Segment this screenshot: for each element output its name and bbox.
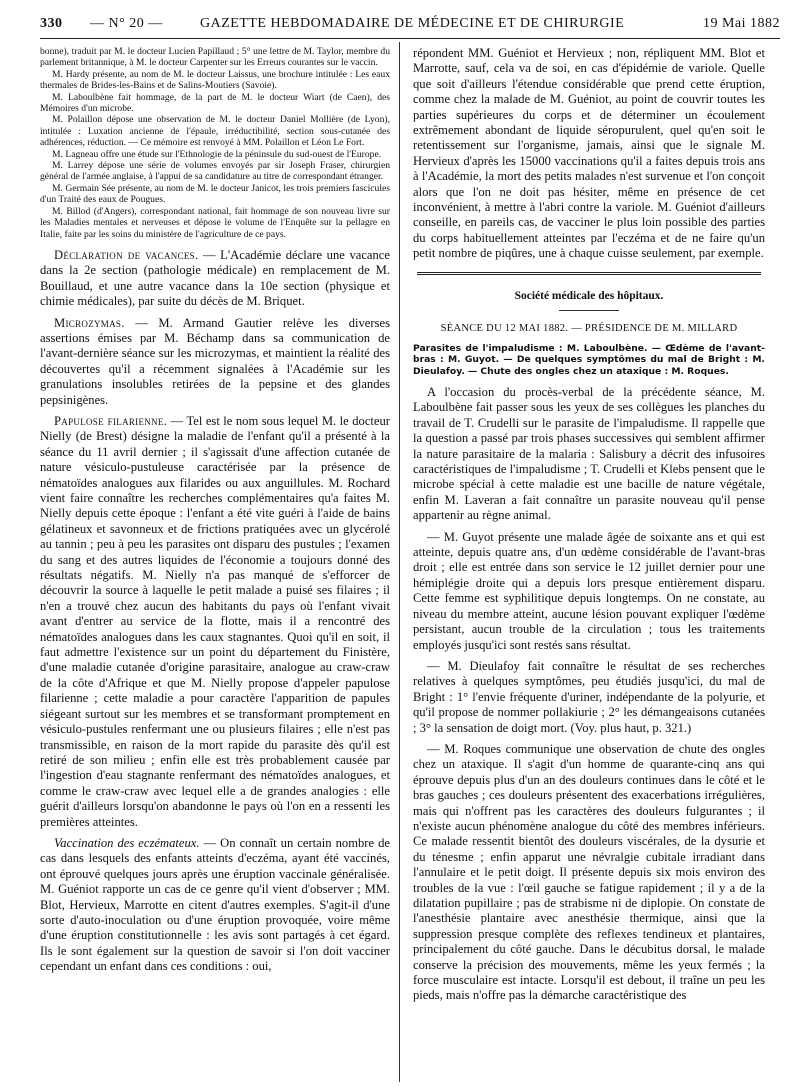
vaccination-paragraph [40,836,390,975]
title-rule [559,310,619,311]
issue-number: — N° 20 — [90,16,163,31]
papulose-paragraph [40,414,390,830]
guyot-paragraph: — M. Guyot présente une malade âgée de soixante ans et qui est atteinte, depuis quatre ans, d'un œdème considérable de l'avant-bras droit ; elle est entrée dans son service le 12 juillet dernier pour une hémiplégie droite qui a depuis lors presque entièrement disparu. Cette femme est syphilitique depuis longtemps. On ne constate, au niveau du membre atteint, aucune lésion pouvant expliquer l'œdème persistant, aucun trouble de la circulation ; tous les traitements employés jusqu'ici sont restés sans résultat. [413,529,765,652]
vaccination-heading: Vaccination des eczémateux. [54,835,200,850]
microzymas-heading: Microzymas. [54,315,125,330]
note-paragraph: M. Laboulbène fait hommage, de la part de M. le docteur Wiart (de Caen), des Mémoires d'un microbe. [40,91,390,115]
vacancy-text: — L'Académie déclare une vacance dans la 2e section (pathologie médicale) en remplacement de M. Bouillaud, et une autre vacance dans la 10e section (physique et chimie médicales), par suite du décès de M. Briquet. [40,247,390,309]
section-separator [417,272,761,275]
papulose-heading: Papulose filarienne. [54,413,168,428]
journal-title: GAZETTE HEBDOMADAIRE DE MÉDECINE ET DE CHIRURGIE [200,16,625,31]
vacancy-heading: Déclaration de vacances. [54,247,199,262]
right-column [413,46,765,1010]
column-divider [399,42,400,1082]
academy-notes [40,46,390,240]
note-paragraph: M. Germain Sée présente, au nom de M. le docteur Janicot, les trois premiers fascicules d'un Traité des eaux de Pougues. [40,182,390,206]
note-paragraph: M. Polaillon dépose une observation de M. le docteur Daniel Mollière (de Lyon), intitulée : Luxation ancienne de l'épaule, irréductibilité, section sous-cutanée des adhérences, réduction. — Ce mémoire est renvoyé à MM. Polaillon et Léon Le Fort. [40,114,390,149]
page-header [40,12,780,40]
continuation-paragraph: répondent MM. Guéniot et Hervieux ; non, répliquent MM. Blot et Marrotte, sauf, cela va de soi, en cas d'épidémie de variole. Quelle que soit d'ailleurs l'étendue considérable que prend cette éruption, comme chez la malade de M. Guéniot, au point de couvrir toutes les parties supérieures du corps et de déterminer un écoulement extrêmement abondant de liquide séropurulent, quel qu'en soit le retentissement sur l'organisme, jamais, ainsi que le signale M. Hervieux d'après les 15000 vaccinations qu'il a faites depuis trois ans à l'Académie, la mort des petits malades n'est survenue et l'on conçoit alors que l'on ne doit pas hésiter, même en présence de cet inconvénient, à mettre à l'abri contre la variole. M. Guéniot d'ailleurs conseille, en pareils cas, de vacciner le plus loin possible des parties du corps habituellement atteintes par l'eczéma et de ne faire qu'un petit nombre de piqûres, une à chaque cuisse seulement, par exemple. [413,46,765,261]
laboulbene-paragraph: A l'occasion du procès-verbal de la précédente séance, M. Laboulbène fait passer sous les yeux de ses collègues les planches du travail de T. Crudelli sur le parasite de l'impaludisme. Il rappelle que la question a passé par trois phases successives qui semblent affirmer la nature parasitaire de la malaria : Salisbury a décrit des infusoires caractéristiques de l'impaludisme ; T. Crudelli et Klebs pensent que le microbe spécial à cette maladie est une bacille de nature végétale, enfin M. Laveran a fait connaître un parasite nouveau qu'il pense appartenir au règne animal. [413,385,765,523]
header-rule [40,38,780,39]
left-column [40,46,390,981]
dieulafoy-paragraph: — M. Dieulafoy fait connaître le résultat de ses recherches relatives à quelques symptômes, peu étudiés jusqu'ici, du mal de Bright : 1° l'envie fréquente d'uriner, indépendante de la polyurie, et qu'il propose de nommer pollakiurie ; 2° les démangeaisons cutanées ; 3° la sensation de doigt mort. (Voy. plus haut, p. 321.) [413,658,765,735]
note-paragraph: M. Lagneau offre une étude sur l'Ethnologie de la péninsule du sud-ouest de l'Europe. [52,148,382,160]
note-paragraph: bonne), traduit par M. le docteur Lucien Papillaud ; 5° une lettre de M. Taylor, membre du parlement britannique, à M. le docteur Carpenter sur les Erreurs courantes sur le vaccin. [40,46,390,69]
microzymas-text: — M. Armand Gautier relève les diverses assertions émises par M. Béchamp dans sa communication de l'avant-dernière séance sur les microzymas, et maintient la réalité des découvertes qu'il a récemment signalées à l'Académie sur les granulations insolubles retirées de la pepsine et des glandes pepsinigènes. [40,315,390,407]
society-title: Société médicale des hôpitaux. [514,289,664,302]
note-paragraph: M. Billod (d'Angers), correspondant national, fait hommage de son nouveau livre sur les Maladies mentales et nerveuses et dépose le volume de l'Enquête sur la pellagre en Italie, faite par les soins du ministère de l'agriculture de ce pays. [40,205,390,240]
microzymas-paragraph [40,316,390,408]
seance-line: SÉANCE DU 12 MAI 1882. — PRÉSIDENCE DE M. MILLARD [440,323,738,335]
roques-paragraph: — M. Roques communique une observation de chute des ongles chez un ataxique. Il s'agit d'un homme de quarante-cinq ans qui éprouve depuis plus d'un an des douleurs continues dans le côté et le bras gauches ; ces douleurs présentent des exacerbations irrégulières, mais qui n'offrent pas les caractères des douleurs fulgurantes ; il n'existe aucun phénomène analogue du côté des membres inférieurs. Ce malade ressentit bientôt des douleurs viscérales, de la dysurie et du ténesme ; enfin apparut une névralgie cubitale irradiant dans l'annulaire et le petit doigt. Il présente depuis six mois environ des troubles de la vue : l'œil gauche se fatigue rapidement ; il y a de la dilatation pupillaire ; pas de strabisme ni de diplopie. On constate de l'anesthésie plantaire avec anesthésie thermique, ainsi que la suppression presque complète des reflexes tendineux et plantaires, principalement du côté gauche. Dans le décubitus dorsal, le malade conserve la précision des mouvements, même les yeux fermés ; la force musculaire est intacte. Lorsqu'il est debout, il traîne un peu les pieds, mais n'offre pas la démarche caractéristique des [413,741,765,1003]
vacancy-paragraph [40,248,390,310]
issue-date: 19 Mai 1882 [702,16,780,31]
vaccination-text: — On connaît un certain nombre de cas dans lesquels des enfants atteints d'eczéma, ayant été vaccinés, ont éprouvé quelques jours après une éruption vaccinale généralisée. M. Guéniot rapporte un cas de ce genre qu'il vient d'observer ; MM. Blot, Hervieux, Marrotte en citent d'autres exemples. S'agit-il d'une sorte d'auto-inoculation ou d'une éruption provoquée, voire même d'une éruption constitutionnelle : les avis sont partagés à cet égard. Ils le sont également sur la question de savoir si l'on doit vacciner cependant un enfant dans ces conditions : oui, [40,835,390,974]
session-summary: Parasites de l'impaludisme : M. Laboulbène. — Œdème de l'avant-bras : M. Guyot. — De quelques symptômes du mal de Bright : M. Dieulafoy. — Chute des ongles chez un ataxique : M. Roques. [413,342,765,377]
note-paragraph: M. Hardy présente, au nom de M. le docteur Laissus, une brochure intitulée : Les eaux thermales de Brides-les-Bains et de Salins-Moutiers (Savoie). [40,68,390,92]
note-paragraph: M. Larrey dépose une série de volumes envoyés par sir Joseph Fraser, chirurgien général de l'armée anglaise, à l'appui de sa candidature au titre de correspondant étranger. [40,160,390,183]
page-number: 330 [40,16,63,31]
papulose-text: — Tel est le nom sous lequel M. le docteur Nielly (de Brest) désigne la maladie de l'enfant qu'il a présenté à la séance du 11 avril dernier ; il s'agissait d'une affection cutanée de nature vésiculo-pustuleuse caractérisée par la présence de nématoïdes analogues aux filarides ou aux anguillules. M. Rochard vient faire connaître les recherches complémentaires qu'a faites M. Nielly depuis cette époque : l'enfant a été vite guéri à l'aide de bains gélatineux et savonneux et de frictions pratiquées avec un glycérolé au tannin ; peu à peu les parasites ont disparu des pustules ; l'examen du sang et des autres liquides de l'économie a toujours donné des résultats négatifs. M. Nielly n'a pas manqué de s'efforcer de découvrir la source à laquelle le petit malade a puisé ses filaires ; il n'en a trouvé chez aucun des habitants du pays où l'enfant vivait avant d'entrer au service de la flotte, mais il a rencontré des nématoïdes analogues dans les caux stagnantes. Quoi qu'il en soit, il faut admettre l'existence sur un point du département du Finistère, d'une maladie cutanée d'origine parasitaire, analogue au craw-craw de la côte d'Afrique et que M. Nielly propose d'appeler papulose filarienne ; cette maladie a pour caractère l'apparition de papules siégeant surtout sur les membres et se transformant promptement en vésiculo-pustules renfermant une ou plusieurs filaires ; elle n'est pas transmissible, en raison de la mort rapide du parasite dès qu'il est retiré de son milieu ; enfin elle est très probablement causée par l'ingestion d'eau stagnante renfermant des nématoïdes analogues, et comme le craw-craw avec lequel elle a de grandes analogies : elle guérit d'ailleurs lorsqu'on abandonne le pays où l'on en a ressenti les premières atteintes. [40,413,390,829]
